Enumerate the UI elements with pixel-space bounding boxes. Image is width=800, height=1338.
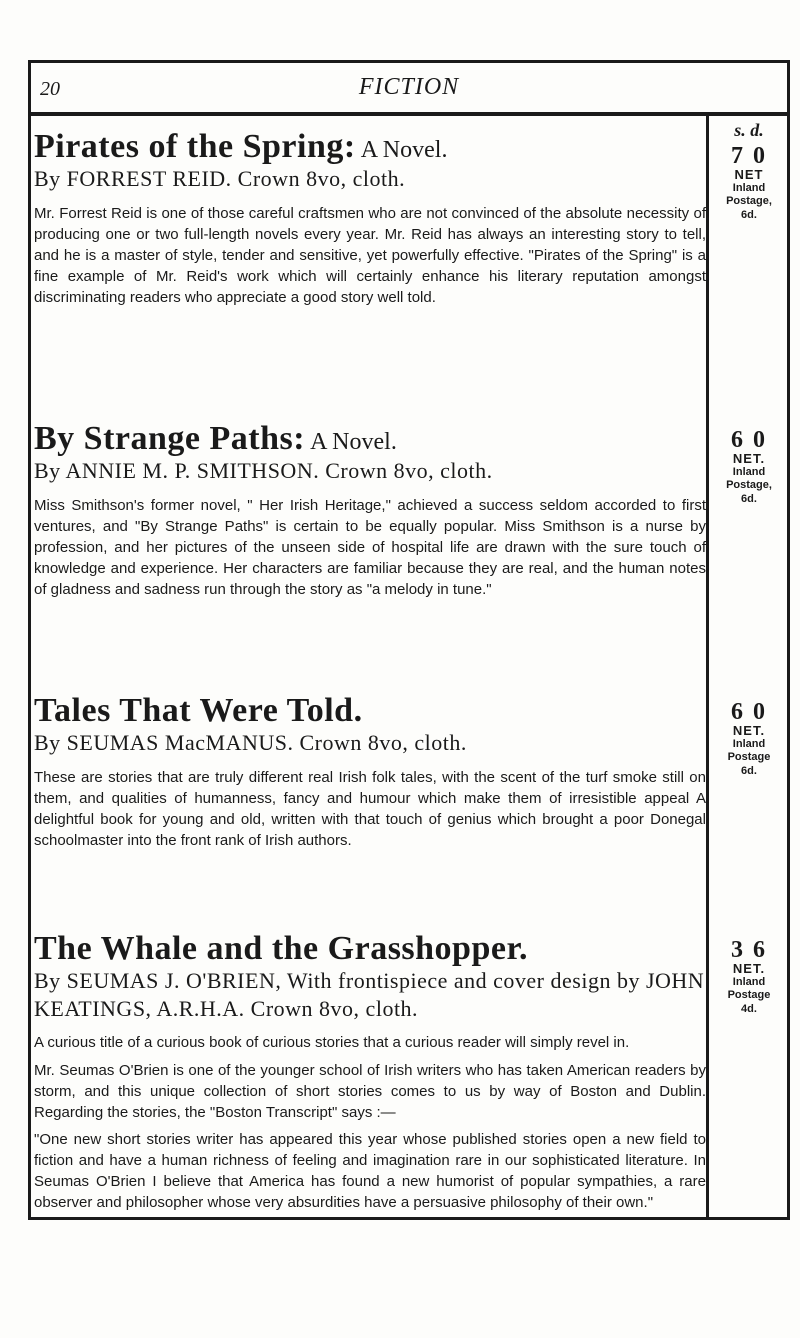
book-entry-the-whale-and-the-grasshopper <box>34 930 706 1220</box>
book-description <box>34 1032 706 1213</box>
book-description <box>34 203 706 309</box>
description-paragraph: "One new short stories writer has appeared this year whose published stories open a new field to fiction and have a human richness of feeling and imagination rare in our sophisticated literature. In Seumas O'Brien I believe that America has found a new humorist of popular sympathies, a rare observer and philosopher whose very absurdities have a persuasive philosophy of their own." <box>34 1130 706 1212</box>
price-column-head: s. d. <box>734 120 764 140</box>
book-price <box>708 428 790 506</box>
book-description <box>34 767 706 852</box>
price-note: Inland <box>732 738 766 751</box>
book-title: The Whale and the Grasshopper. <box>34 930 528 967</box>
price-note: 6d. <box>741 492 757 505</box>
price-note: Postage, <box>726 195 772 208</box>
book-author-line: By SEUMAS MacMANUS. Crown 8vo, cloth. <box>34 730 467 756</box>
book-entry-pirates-of-the-spring <box>34 128 706 315</box>
price-net: NET. <box>732 723 766 738</box>
book-entry-tales-that-were-told <box>34 692 706 857</box>
price-note: 4d. <box>741 1002 757 1015</box>
price-note: 6d. <box>741 764 757 777</box>
book-entry-by-strange-paths <box>34 420 706 607</box>
price-net: NET. <box>732 961 766 976</box>
price-net: NET. <box>732 451 766 466</box>
description-paragraph: A curious title of a curious book of curious stories that a curious reader will simply revel in. <box>34 1034 630 1052</box>
price-net: NET <box>734 167 764 182</box>
book-title-line <box>34 128 706 165</box>
book-author-line: By ANNIE M. P. SMITHSON. Crown 8vo, cloth. <box>34 458 493 484</box>
book-price <box>708 700 790 778</box>
price-amount: 3 6 <box>731 937 767 963</box>
book-description <box>34 495 706 601</box>
price-amount: 7 0 <box>731 143 767 169</box>
price-note: Inland <box>732 976 766 989</box>
book-price <box>708 144 790 222</box>
book-price <box>708 938 790 1016</box>
price-note: Inland <box>732 182 766 195</box>
price-note: Inland <box>732 466 766 479</box>
description-paragraph: Mr. Forrest Reid is one of those careful craftsmen who are not convinced of the absolute necessity of producing one or two full-length novels every year. Mr. Reid has always an interesting story to tell, and he is a master of style, tender and sensitive, yet powerfully effective. "Pirates of the Spring" is a fine example of Mr. Reid's work which will certainly enhance his literary reputation amongst discriminating readers who appreciate a good story well told. <box>34 204 706 307</box>
book-subtitle: A Novel. <box>310 429 397 455</box>
book-subtitle: A Novel. <box>360 137 448 163</box>
page-number: 20 <box>40 78 60 100</box>
description-paragraph: These are stories that are truly different real Irish folk tales, with the scent of the turf smoke still on them, and qualities of humanness, fancy and humour which make them of irresistible appeal A delightful book for young and old, written with that touch of genius which brought a poor Donegal schoolmaster into the front rank of Irish authors. <box>34 768 706 850</box>
book-title: By Strange Paths: <box>34 420 306 457</box>
book-title-line <box>34 420 706 457</box>
book-title-line <box>34 692 706 729</box>
price-note: Postage <box>727 751 771 764</box>
price-note: Postage <box>727 989 771 1002</box>
page-header <box>28 68 790 116</box>
book-title: Pirates of the Spring: <box>34 128 356 165</box>
running-head: FICTION <box>358 74 460 100</box>
book-author-line: By FORREST REID. Crown 8vo, cloth. <box>34 166 406 192</box>
book-title-line <box>34 930 706 967</box>
price-note: Postage, <box>726 479 772 492</box>
book-title: Tales That Were Told. <box>34 692 363 729</box>
price-amount: 6 0 <box>731 427 767 453</box>
description-paragraph: Mr. Seumas O'Brien is one of the younger school of Irish writers who has taken American readers by storm, and this unique collection of short stories comes to us by way of Boston and Dublin. Regarding the stories, the "Boston Transcript" says :— <box>34 1061 706 1121</box>
price-amount: 6 0 <box>731 699 767 725</box>
description-paragraph: Miss Smithson's former novel, " Her Irish Heritage," achieved a success seldom accorded to first ventures, and "By Strange Paths" is certain to be equally popular. Miss Smithson is a nurse by profession, and her pictures of the unseen side of hospital life are drawn with the sure touch of knowledge and experience. Her characters are familiar because they are real, and the human notes of gladness and sadness run through the story as "a melody in tune." <box>34 496 706 599</box>
price-note: 6d. <box>741 208 757 221</box>
book-author-line: By SEUMAS J. O'BRIEN, With frontispiece and cover design by JOHN KEATINGS, A.R.H.A. Crown 8vo, cloth. <box>34 968 705 1021</box>
price-column-divider <box>706 116 709 1220</box>
